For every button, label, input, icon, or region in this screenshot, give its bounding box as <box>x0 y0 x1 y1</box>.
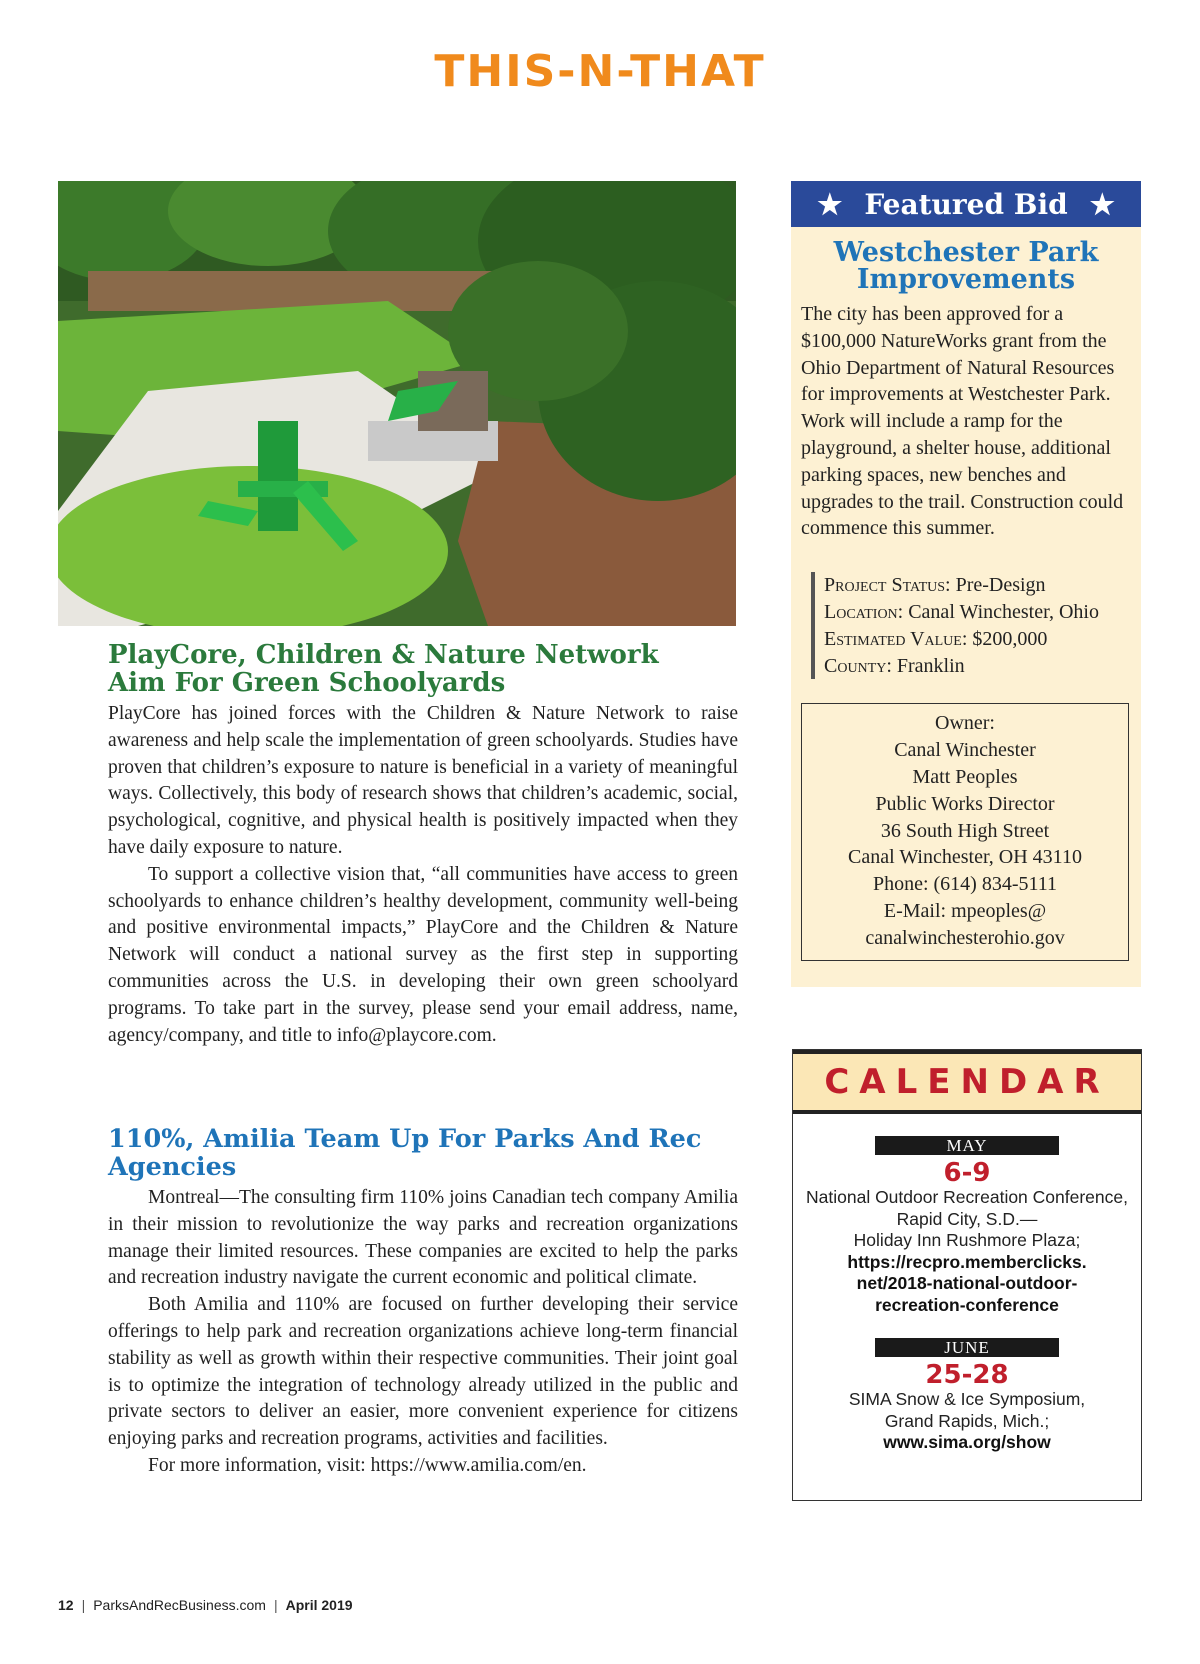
footer-issue: April 2019 <box>285 1597 353 1613</box>
owner-line: 36 South High Street <box>880 819 1050 842</box>
bid-status-row <box>824 599 1131 626</box>
owner-line: Canal Winchester, OH 43110 <box>848 846 1082 869</box>
owner-line[interactable]: E-Mail: mpeoples@ <box>883 899 1047 922</box>
article-paragraph: Montreal—The consulting firm 110% joins Canadian tech company Amilia in their mission to revolutionize the way parks and recreation organizations manage their limited resources. These companies are excited to help the parks and recreation industry navigate the current economic and political climate. <box>108 1187 738 1289</box>
event-text-line: SIMA Snow & Ice Symposium, <box>848 1389 1086 1409</box>
article-paragraph: To support a collective vision that, “all communities have access to green schoolyards to enhance children’s healthy development, community well-being and positive environmental impacts,” PlayCore and the Children & Nature Network will conduct a national survey as the first step in supporting communities across the U.S. in developing their own green schoolyard programs. To take part in the survey, please send your email address, name, agency/company, and title to info@playcore.com. <box>108 863 738 1046</box>
event-link[interactable]: net/2018-national-outdoor- <box>856 1273 1078 1293</box>
event-link[interactable]: https://recpro.memberclicks. <box>847 1251 1087 1272</box>
article-playcore <box>108 641 738 1049</box>
status-value: Franklin <box>896 654 965 677</box>
star-icon: ★ <box>1089 187 1115 221</box>
bid-title-line: Improvements <box>856 264 1076 295</box>
status-value: Pre-Design <box>955 574 1046 597</box>
bid-description: The city has been approved for a $100,000 NatureWorks grant from the Ohio Department of Natural Resources for improvements at Westchester Park. Work will include a ramp for the playground, a shelter house, additional parking spaces, new benches and upgrades to the trail. Construction could commence this summer. <box>801 303 1124 540</box>
article-headline: 110%, Amilia Team Up For Parks And Rec Agencies <box>108 1124 702 1182</box>
headline-line: Aim For Green Schoolyards <box>108 668 506 698</box>
star-icon: ★ <box>817 187 843 221</box>
playground-photo <box>58 181 736 626</box>
article-paragraph: PlayCore has joined forces with the Children & Nature Network to raise awareness and help scale the implementation of green schoolyards. Studies have proven that children’s exposure to nature is beneficial in a variety of meaningful ways. Collectively, this body of research shows that children’s academic, social, psychological, cognitive, and physical health is positively impacted when they have daily exposure to nature. <box>108 703 738 858</box>
calendar-event <box>793 1136 1141 1316</box>
calendar-month: MAY <box>875 1136 1059 1155</box>
footer-separator: | <box>81 1597 86 1613</box>
event-text-line: Grand Rapids, Mich.; <box>884 1410 1050 1431</box>
status-value: Canal Winchester, Ohio <box>908 600 1099 623</box>
article-amilia <box>108 1125 738 1480</box>
footer-separator: | <box>273 1597 278 1613</box>
article-paragraph: Both Amilia and 110% are focused on further developing their service offerings to help park and recreation organizations achieve long-term financial stability as well as growth within their respective communities. Their joint goal is to optimize the integration of technology already utilized in the public and private sectors to deliver an easier, more convenient experience for citizens enjoying parks and recreation programs, activities and facilities. <box>108 1294 738 1450</box>
owner-line[interactable]: canalwinchesterohio.gov <box>865 926 1065 949</box>
bid-title-line: Westchester Park <box>833 237 1099 268</box>
status-label: Location: <box>824 600 904 623</box>
featured-bid-banner <box>791 181 1141 227</box>
event-link[interactable]: www.sima.org/show <box>883 1432 1051 1452</box>
owner-line: Public Works Director <box>875 792 1055 815</box>
event-text-line: Holiday Inn Rushmore Plaza; <box>853 1230 1081 1250</box>
owner-line: Matt Peoples <box>912 765 1018 788</box>
owner-contact-box <box>801 703 1129 960</box>
section-title: THIS-N-THAT <box>434 46 766 97</box>
footer-site[interactable]: ParksAndRecBusiness.com <box>93 1597 266 1613</box>
playground-image <box>58 181 736 626</box>
bid-title <box>791 239 1141 293</box>
article-body <box>108 701 738 1049</box>
page-footer <box>58 1597 353 1613</box>
bid-status-row <box>824 572 1131 599</box>
owner-line: Phone: (614) 834-5111 <box>872 873 1058 896</box>
article-body <box>108 1185 738 1480</box>
bid-status-list <box>811 572 1131 679</box>
status-label: Estimated Value: <box>824 627 968 650</box>
article-paragraph: For more information, visit: https://www.amilia.com/en. <box>148 1454 587 1476</box>
event-dates: 25-28 <box>925 1360 1009 1390</box>
owner-line: Owner: <box>935 712 995 735</box>
calendar-event <box>793 1338 1141 1454</box>
status-label: County: <box>824 654 892 677</box>
owner-line: Canal Winchester <box>894 739 1036 762</box>
calendar-title: CALENDAR <box>793 1050 1141 1114</box>
article-headline <box>108 641 738 697</box>
event-text-line: Rapid City, S.D.— <box>896 1208 1038 1229</box>
featured-bid-label: Featured Bid <box>864 187 1068 221</box>
event-dates: 6-9 <box>943 1158 991 1188</box>
featured-bid-box <box>791 181 1141 987</box>
calendar-box <box>792 1049 1142 1501</box>
bid-status-row <box>824 653 1131 680</box>
calendar-month: JUNE <box>875 1338 1059 1357</box>
event-text-line: National Outdoor Recreation Conference, <box>806 1187 1128 1207</box>
page-number: 12 <box>58 1597 74 1613</box>
event-link[interactable]: recreation-conference <box>875 1294 1059 1315</box>
status-value: $200,000 <box>972 627 1048 650</box>
status-label: Project Status: <box>824 574 951 597</box>
headline-line: PlayCore, Children & Nature Network <box>108 640 659 670</box>
bid-status-row <box>824 626 1131 653</box>
